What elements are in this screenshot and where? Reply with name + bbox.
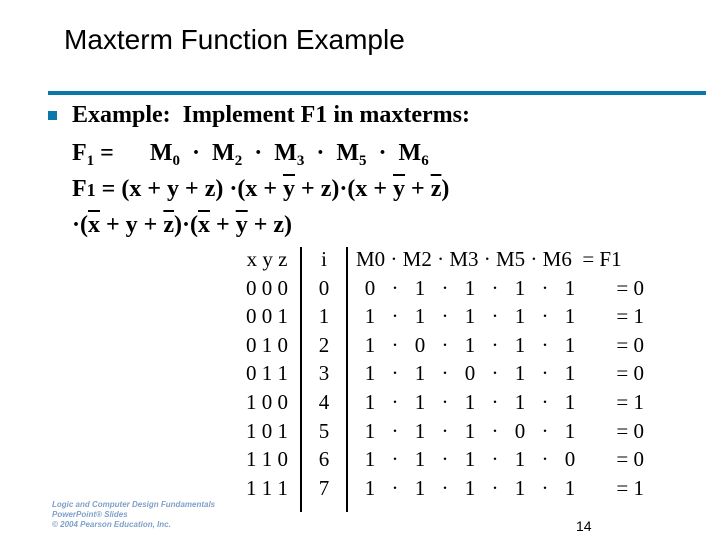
product-dot: · — [491, 275, 499, 300]
maxterm-value: 1 — [364, 361, 376, 386]
index-cell: 3 — [318, 361, 330, 386]
product-dot: · — [491, 361, 499, 386]
maxterm-header: M0 · M2 · M3 · M5 · M6 = F1 — [356, 247, 622, 271]
maxterm-value: 1 — [364, 304, 376, 329]
maxterm-subscript: 3 — [296, 153, 305, 169]
product-dot: · — [541, 418, 549, 443]
f-subscript: 1 — [86, 153, 95, 169]
product-dot: · — [441, 418, 449, 443]
maxterm-value: 1 — [464, 389, 476, 414]
maxterm-value: 1 — [514, 332, 526, 357]
index-cell: 4 — [318, 389, 330, 414]
index-cell: 7 — [318, 475, 330, 500]
maxterm-value: 1 — [414, 447, 426, 472]
product-dot: · — [541, 447, 549, 472]
product-dot: · — [441, 361, 449, 386]
table-divider — [300, 247, 302, 512]
maxterm-value: 1 — [414, 304, 426, 329]
maxterm-subscript: 2 — [234, 153, 243, 169]
maxterm-value: 1 — [414, 418, 426, 443]
xyz-cell: 1 0 1 — [246, 418, 288, 443]
maxterm-value: 1 — [514, 275, 526, 300]
product-dot: · — [391, 304, 399, 329]
table-row — [356, 445, 652, 474]
maxterm-value: 1 — [464, 447, 476, 472]
maxterm-value: 1 — [514, 304, 526, 329]
product-dot: · — [391, 361, 399, 386]
title-divider — [48, 91, 706, 95]
maxterm-subscript: 5 — [359, 153, 367, 169]
result-value: = 0 — [616, 332, 644, 357]
page-number: 14 — [576, 518, 592, 534]
maxterm-value: 0 — [414, 332, 426, 357]
maxterm-value: 1 — [514, 361, 526, 386]
maxterm-value: 1 — [364, 475, 376, 500]
product-dot: · — [541, 275, 549, 300]
maxterm: M — [212, 140, 235, 166]
product-dot: · — [441, 332, 449, 357]
xyz-cell: 1 0 0 — [246, 389, 288, 414]
footer-line: Logic and Computer Design Fundamentals — [52, 500, 216, 509]
table-row — [356, 474, 652, 503]
maxterm-value: 1 — [514, 447, 526, 472]
maxterm-value: 0 — [564, 447, 576, 472]
product-dot: · — [366, 140, 399, 166]
result-value: = 0 — [616, 418, 644, 443]
index-cell: 2 — [318, 332, 330, 357]
table-row — [356, 331, 652, 360]
product-dot: · — [541, 332, 549, 357]
product-dot: · — [491, 304, 499, 329]
table-row — [356, 302, 652, 331]
equals-sign: = — [94, 140, 144, 166]
maxterm-value: 1 — [464, 275, 476, 300]
maxterm-product-line — [72, 140, 429, 170]
product-dot: · — [441, 275, 449, 300]
maxterm-value: 1 — [514, 389, 526, 414]
product-dot: · — [491, 389, 499, 414]
expanded-line-2: $\cdot(\overline{x} + y + \overline{z})\cdot(\overline{x} + \overline{y} + z)$ — [72, 212, 293, 238]
product-dot: · — [441, 389, 449, 414]
footer-line: © 2004 Pearson Education, Inc. — [52, 520, 171, 529]
result-value: = 1 — [616, 304, 644, 329]
maxterm-value: 1 — [414, 475, 426, 500]
maxterm-value: 1 — [514, 475, 526, 500]
maxterm-value: 1 — [414, 361, 426, 386]
maxterm: M — [336, 140, 360, 166]
product-dot: · — [180, 140, 213, 166]
index-cell: 1 — [318, 304, 330, 329]
table-row — [356, 274, 652, 303]
result-value: = 1 — [616, 475, 644, 500]
maxterm-value: 1 — [364, 418, 376, 443]
maxterm-value: 0 — [364, 275, 376, 300]
maxterm: M — [398, 140, 422, 166]
product-dot: · — [491, 475, 499, 500]
maxterm-value: 1 — [564, 332, 576, 357]
product-dot: · — [441, 304, 449, 329]
product-dot: · — [541, 304, 549, 329]
index-header: i — [321, 247, 327, 271]
maxterm-value: 1 — [364, 332, 376, 357]
maxterm-list — [149, 140, 429, 169]
maxterm-value: 1 — [464, 418, 476, 443]
bullet-icon — [48, 111, 57, 120]
product-dot: · — [391, 389, 399, 414]
xyz-cell: 1 1 0 — [246, 447, 288, 472]
index-cell: 6 — [318, 447, 330, 472]
product-dot: · — [441, 447, 449, 472]
expanded-line-1: $F1 = (x + y + z) \cdot(x + \overline{y} + z)\cdot(x + \overline{y} + \overline{z})$ — [72, 176, 450, 202]
result-value: = 0 — [616, 275, 644, 300]
slide-title: Maxterm Function Example — [64, 24, 405, 55]
maxterm-value: 1 — [564, 418, 576, 443]
publisher-footer — [52, 500, 252, 530]
example-text: Implement F1 in maxterms: — [182, 102, 470, 128]
maxterm-value: 1 — [564, 361, 576, 386]
maxterm-value: 1 — [464, 332, 476, 357]
maxterm-value: 1 — [364, 389, 376, 414]
maxterm: M — [149, 140, 173, 166]
maxterm-value: 1 — [564, 304, 576, 329]
product-dot: · — [541, 361, 549, 386]
product-dot: · — [242, 140, 275, 166]
xyz-column — [236, 245, 298, 502]
maxterm-value: 1 — [364, 447, 376, 472]
table-divider — [346, 247, 348, 512]
product-dot: · — [491, 447, 499, 472]
index-cell: 5 — [318, 418, 330, 443]
maxterm-subscript: 6 — [421, 153, 429, 169]
index-cell: 0 — [318, 275, 330, 300]
product-dot: · — [491, 332, 499, 357]
maxterm: M — [274, 140, 297, 166]
result-value: = 1 — [616, 389, 644, 414]
maxterm-value: 0 — [464, 361, 476, 386]
product-dot: · — [441, 475, 449, 500]
maxterm-value: 1 — [464, 475, 476, 500]
maxterm-value: 1 — [414, 389, 426, 414]
maxterm-value: 0 — [514, 418, 526, 443]
example-line — [72, 102, 470, 129]
xyz-cell: 0 1 0 — [246, 332, 288, 357]
xyz-header: x y z — [246, 247, 288, 271]
table-row — [356, 388, 652, 417]
index-column — [306, 245, 342, 502]
xyz-cell: 0 1 1 — [246, 361, 288, 386]
product-dot: · — [391, 275, 399, 300]
result-value: = 0 — [616, 447, 644, 472]
f-label: F — [72, 140, 87, 166]
xyz-cell: 0 0 0 — [246, 275, 288, 300]
maxterm-subscript: 0 — [172, 153, 181, 169]
footer-line: PowerPoint® Slides — [52, 510, 128, 519]
maxterm-value: 1 — [564, 389, 576, 414]
maxterm-value: 1 — [564, 275, 576, 300]
example-lead: Example: — [72, 102, 171, 128]
maxterm-value: 1 — [414, 275, 426, 300]
product-dot: · — [391, 332, 399, 357]
product-dot: · — [391, 418, 399, 443]
product-dot: · — [391, 475, 399, 500]
product-dot: · — [491, 418, 499, 443]
product-dot: · — [391, 447, 399, 472]
product-dot: · — [541, 475, 549, 500]
table-row — [356, 417, 652, 446]
table-row — [356, 359, 652, 388]
maxterm-value: 1 — [564, 475, 576, 500]
maxterm-value: 1 — [464, 304, 476, 329]
product-dot: · — [304, 140, 337, 166]
maxterm-column — [356, 245, 652, 502]
xyz-cell: 1 1 1 — [246, 475, 288, 500]
product-dot: · — [541, 389, 549, 414]
result-value: = 0 — [616, 361, 644, 386]
xyz-cell: 0 0 1 — [246, 304, 288, 329]
